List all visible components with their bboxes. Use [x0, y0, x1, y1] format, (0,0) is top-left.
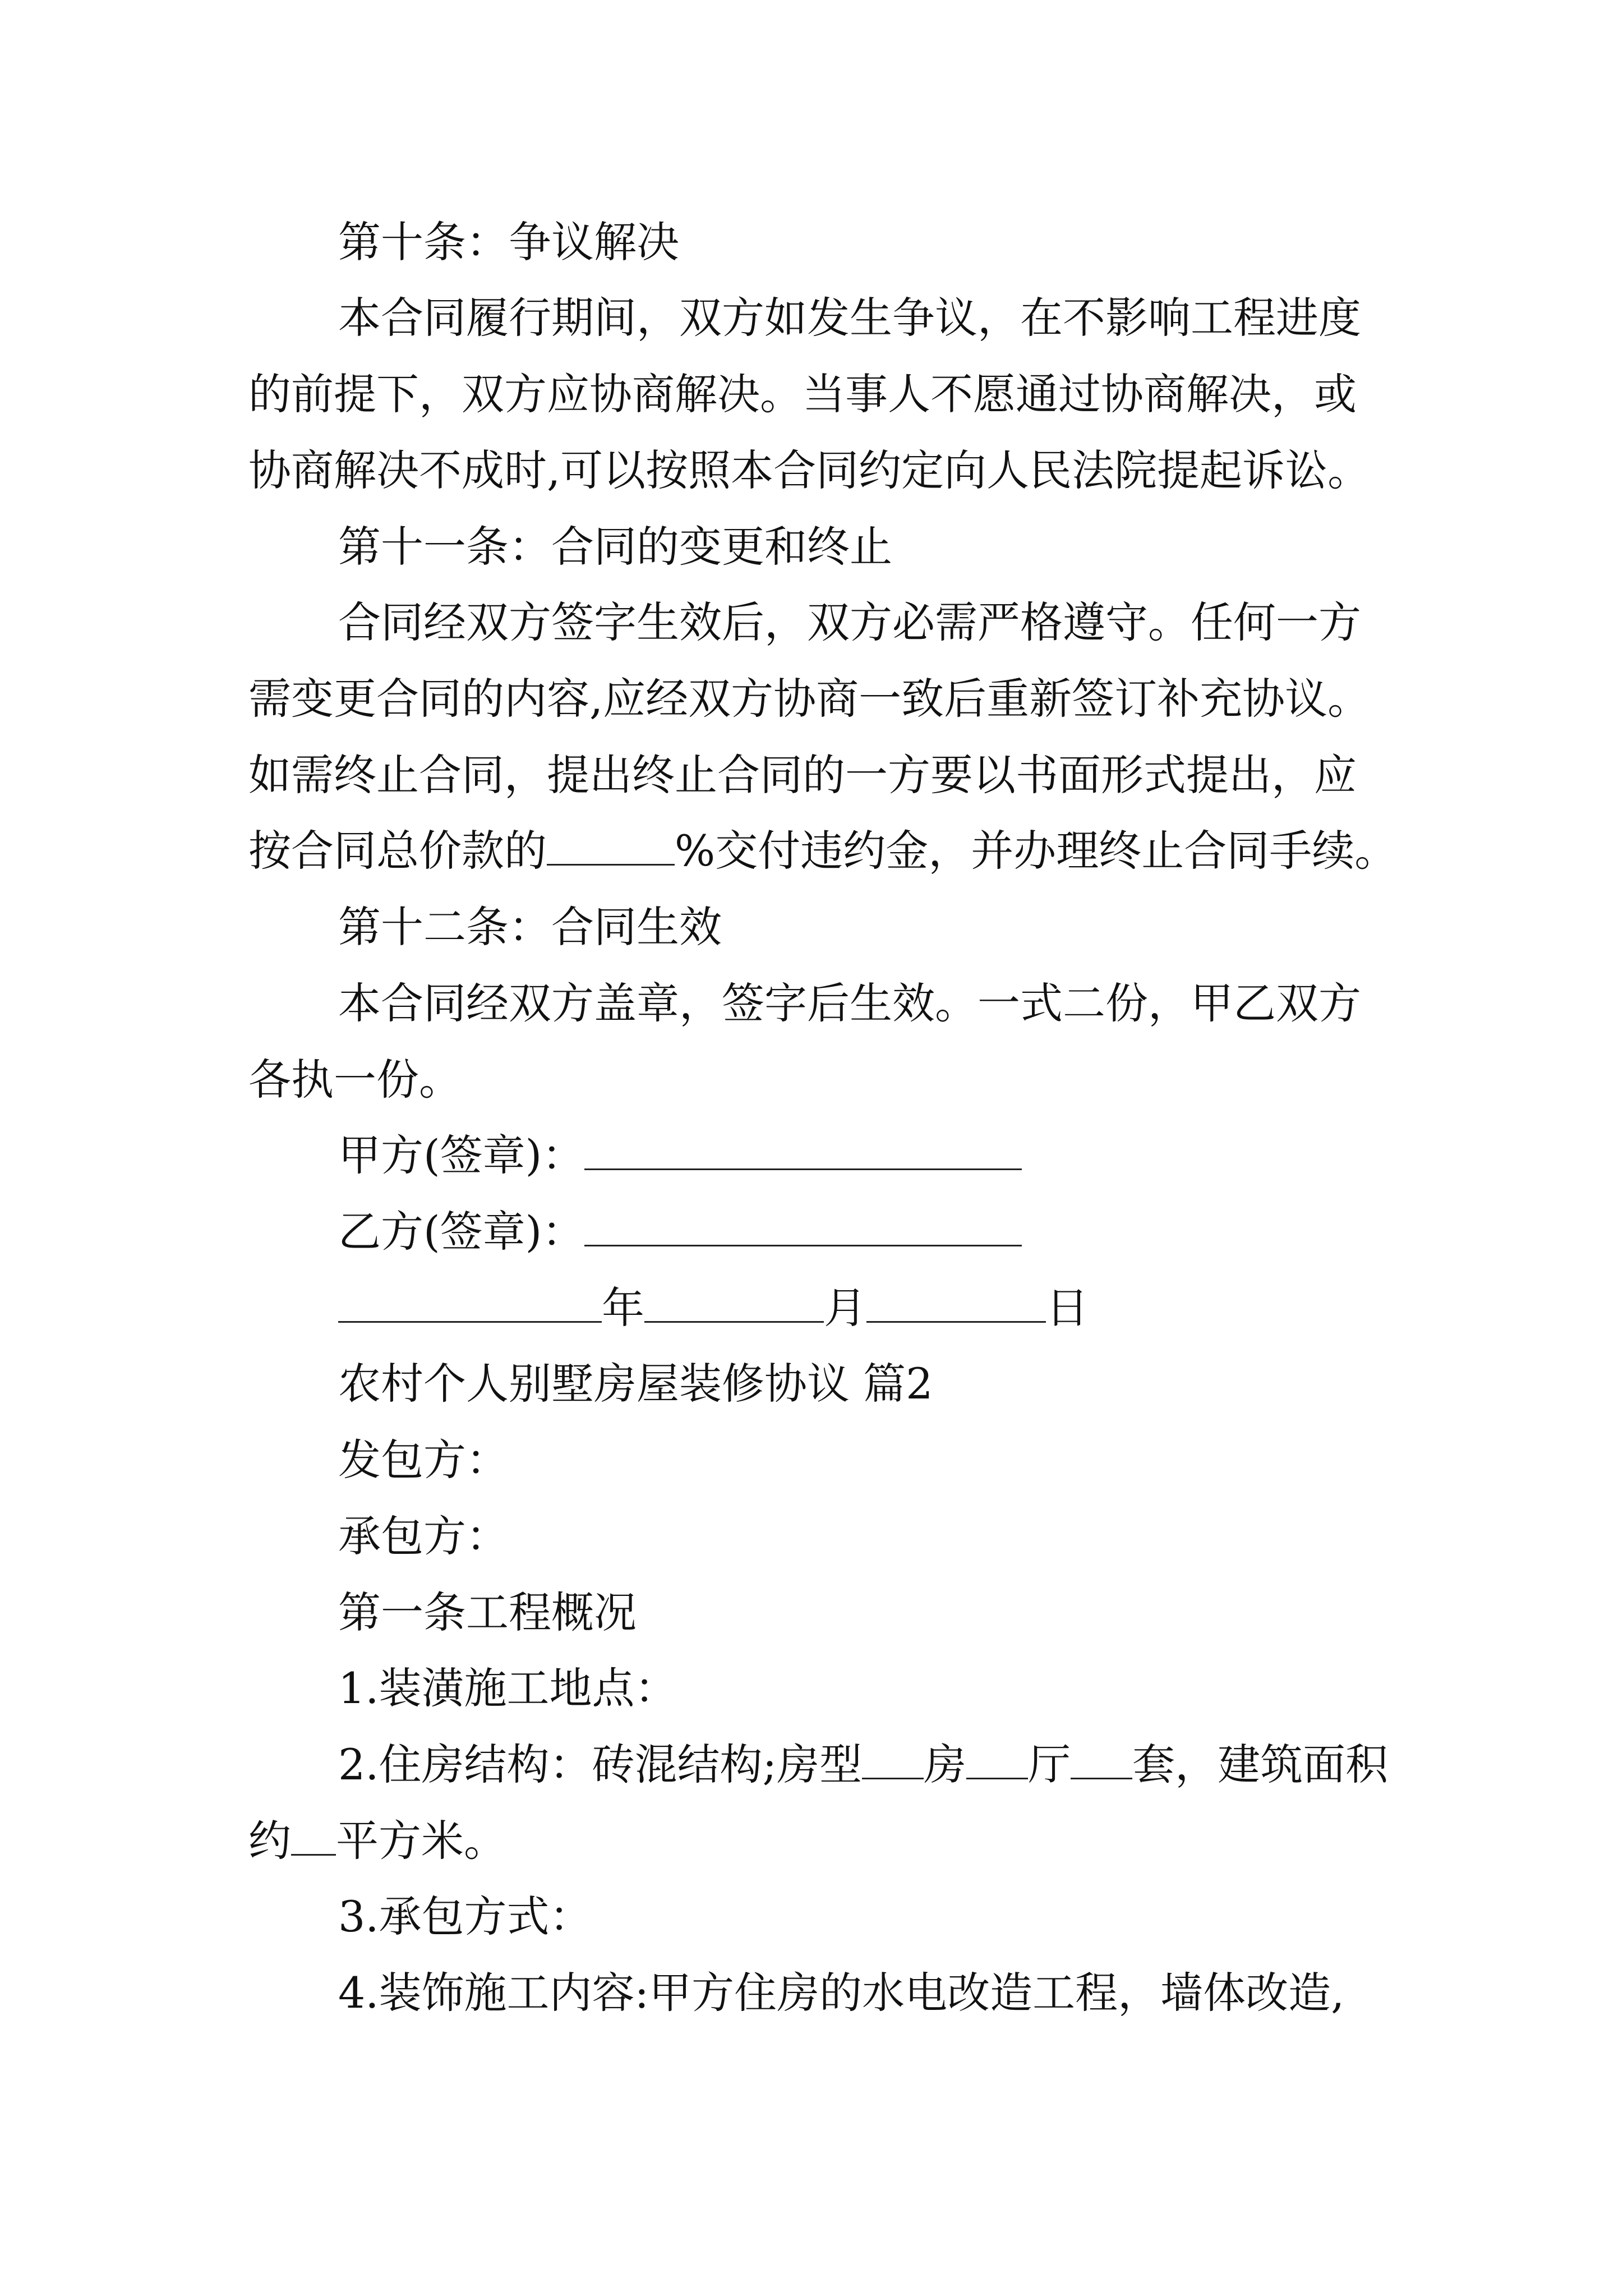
- article-10-paragraph-line-1: 本合同履行期间，双方如发生争议，在不影响工程进度: [338, 293, 1361, 343]
- article-11-title: 第十一条：合同的变更和终止: [338, 522, 892, 572]
- day-label: 日: [1046, 1283, 1089, 1333]
- party-b-label: 乙方(签章)：: [338, 1207, 585, 1257]
- units-blank[interactable]: [1071, 1742, 1132, 1779]
- item-2-text-d: 套，建筑面积: [1132, 1740, 1389, 1789]
- party-b-signature-blank[interactable]: [584, 1209, 1022, 1246]
- item-3-contract-method: 3.承包方式：: [338, 1892, 592, 1941]
- article-10-paragraph-line-2: 的前提下，双方应协商解决。当事人不愿通过协商解决，或: [248, 369, 1357, 419]
- month-label: 月: [824, 1283, 866, 1333]
- item-1-location: 1.装潢施工地点：: [338, 1663, 677, 1713]
- area-blank[interactable]: [291, 1818, 336, 1856]
- party-a-signature-line: [338, 1128, 1022, 1184]
- year-blank[interactable]: [338, 1285, 602, 1323]
- item-2-text-a: 2.住房结构：砖混结构;房型: [338, 1740, 863, 1789]
- item-2-structure-line-2: [248, 1813, 506, 1869]
- article-1-title: 第一条工程概况: [338, 1588, 637, 1637]
- item-2-text-f: 平方米。: [336, 1816, 506, 1866]
- article-12-paragraph-line-2: 各执一份。: [248, 1055, 462, 1105]
- day-blank[interactable]: [866, 1285, 1046, 1323]
- penalty-text-suffix: %交付违约金，并办理终止合同手续。: [675, 826, 1398, 876]
- article-11-paragraph-line-3: 如需终止合同，提出终止合同的一方要以书面形式提出，应: [248, 750, 1357, 800]
- item-2-text-c: 厅: [1028, 1740, 1071, 1789]
- article-10-title: 第十条：争议解决: [338, 217, 679, 267]
- article-11-paragraph-line-1: 合同经双方签字生效后，双方必需严格遵守。任何一方: [338, 597, 1361, 647]
- article-11-paragraph-line-4: [248, 823, 1397, 879]
- item-2-structure-line-1: [338, 1737, 1388, 1793]
- article-11-paragraph-line-2: 需变更合同的内容,应经双方协商一致后重新签订补充协议。: [248, 674, 1371, 724]
- year-label: 年: [602, 1283, 644, 1333]
- penalty-text-prefix: 按合同总价款的: [248, 826, 547, 876]
- contractor-label: 承包方：: [338, 1511, 509, 1561]
- section-2-title: 农村个人别墅房屋装修协议 篇2: [338, 1359, 933, 1409]
- item-4-construction-content: 4.装饰施工内容:甲方住房的水电改造工程，墙体改造,: [338, 1968, 1345, 2018]
- rooms-blank[interactable]: [862, 1742, 924, 1779]
- halls-blank[interactable]: [966, 1742, 1028, 1779]
- party-a-label: 甲方(签章)：: [338, 1130, 585, 1180]
- article-10-paragraph-line-3: 协商解决不成时,可以按照本合同约定向人民法院提起诉讼。: [248, 445, 1371, 495]
- party-b-signature-line: [338, 1204, 1022, 1260]
- article-12-paragraph-line-1: 本合同经双方盖章，签字后生效。一式二份，甲乙双方: [338, 978, 1361, 1028]
- item-2-text-b: 房: [924, 1740, 967, 1789]
- date-line: [338, 1280, 1089, 1336]
- article-12-title: 第十二条：合同生效: [338, 902, 722, 952]
- month-blank[interactable]: [644, 1285, 824, 1323]
- employer-label: 发包方：: [338, 1435, 509, 1485]
- party-a-signature-blank[interactable]: [584, 1133, 1022, 1170]
- penalty-percent-blank[interactable]: [547, 828, 675, 866]
- item-2-text-e: 约: [248, 1816, 291, 1866]
